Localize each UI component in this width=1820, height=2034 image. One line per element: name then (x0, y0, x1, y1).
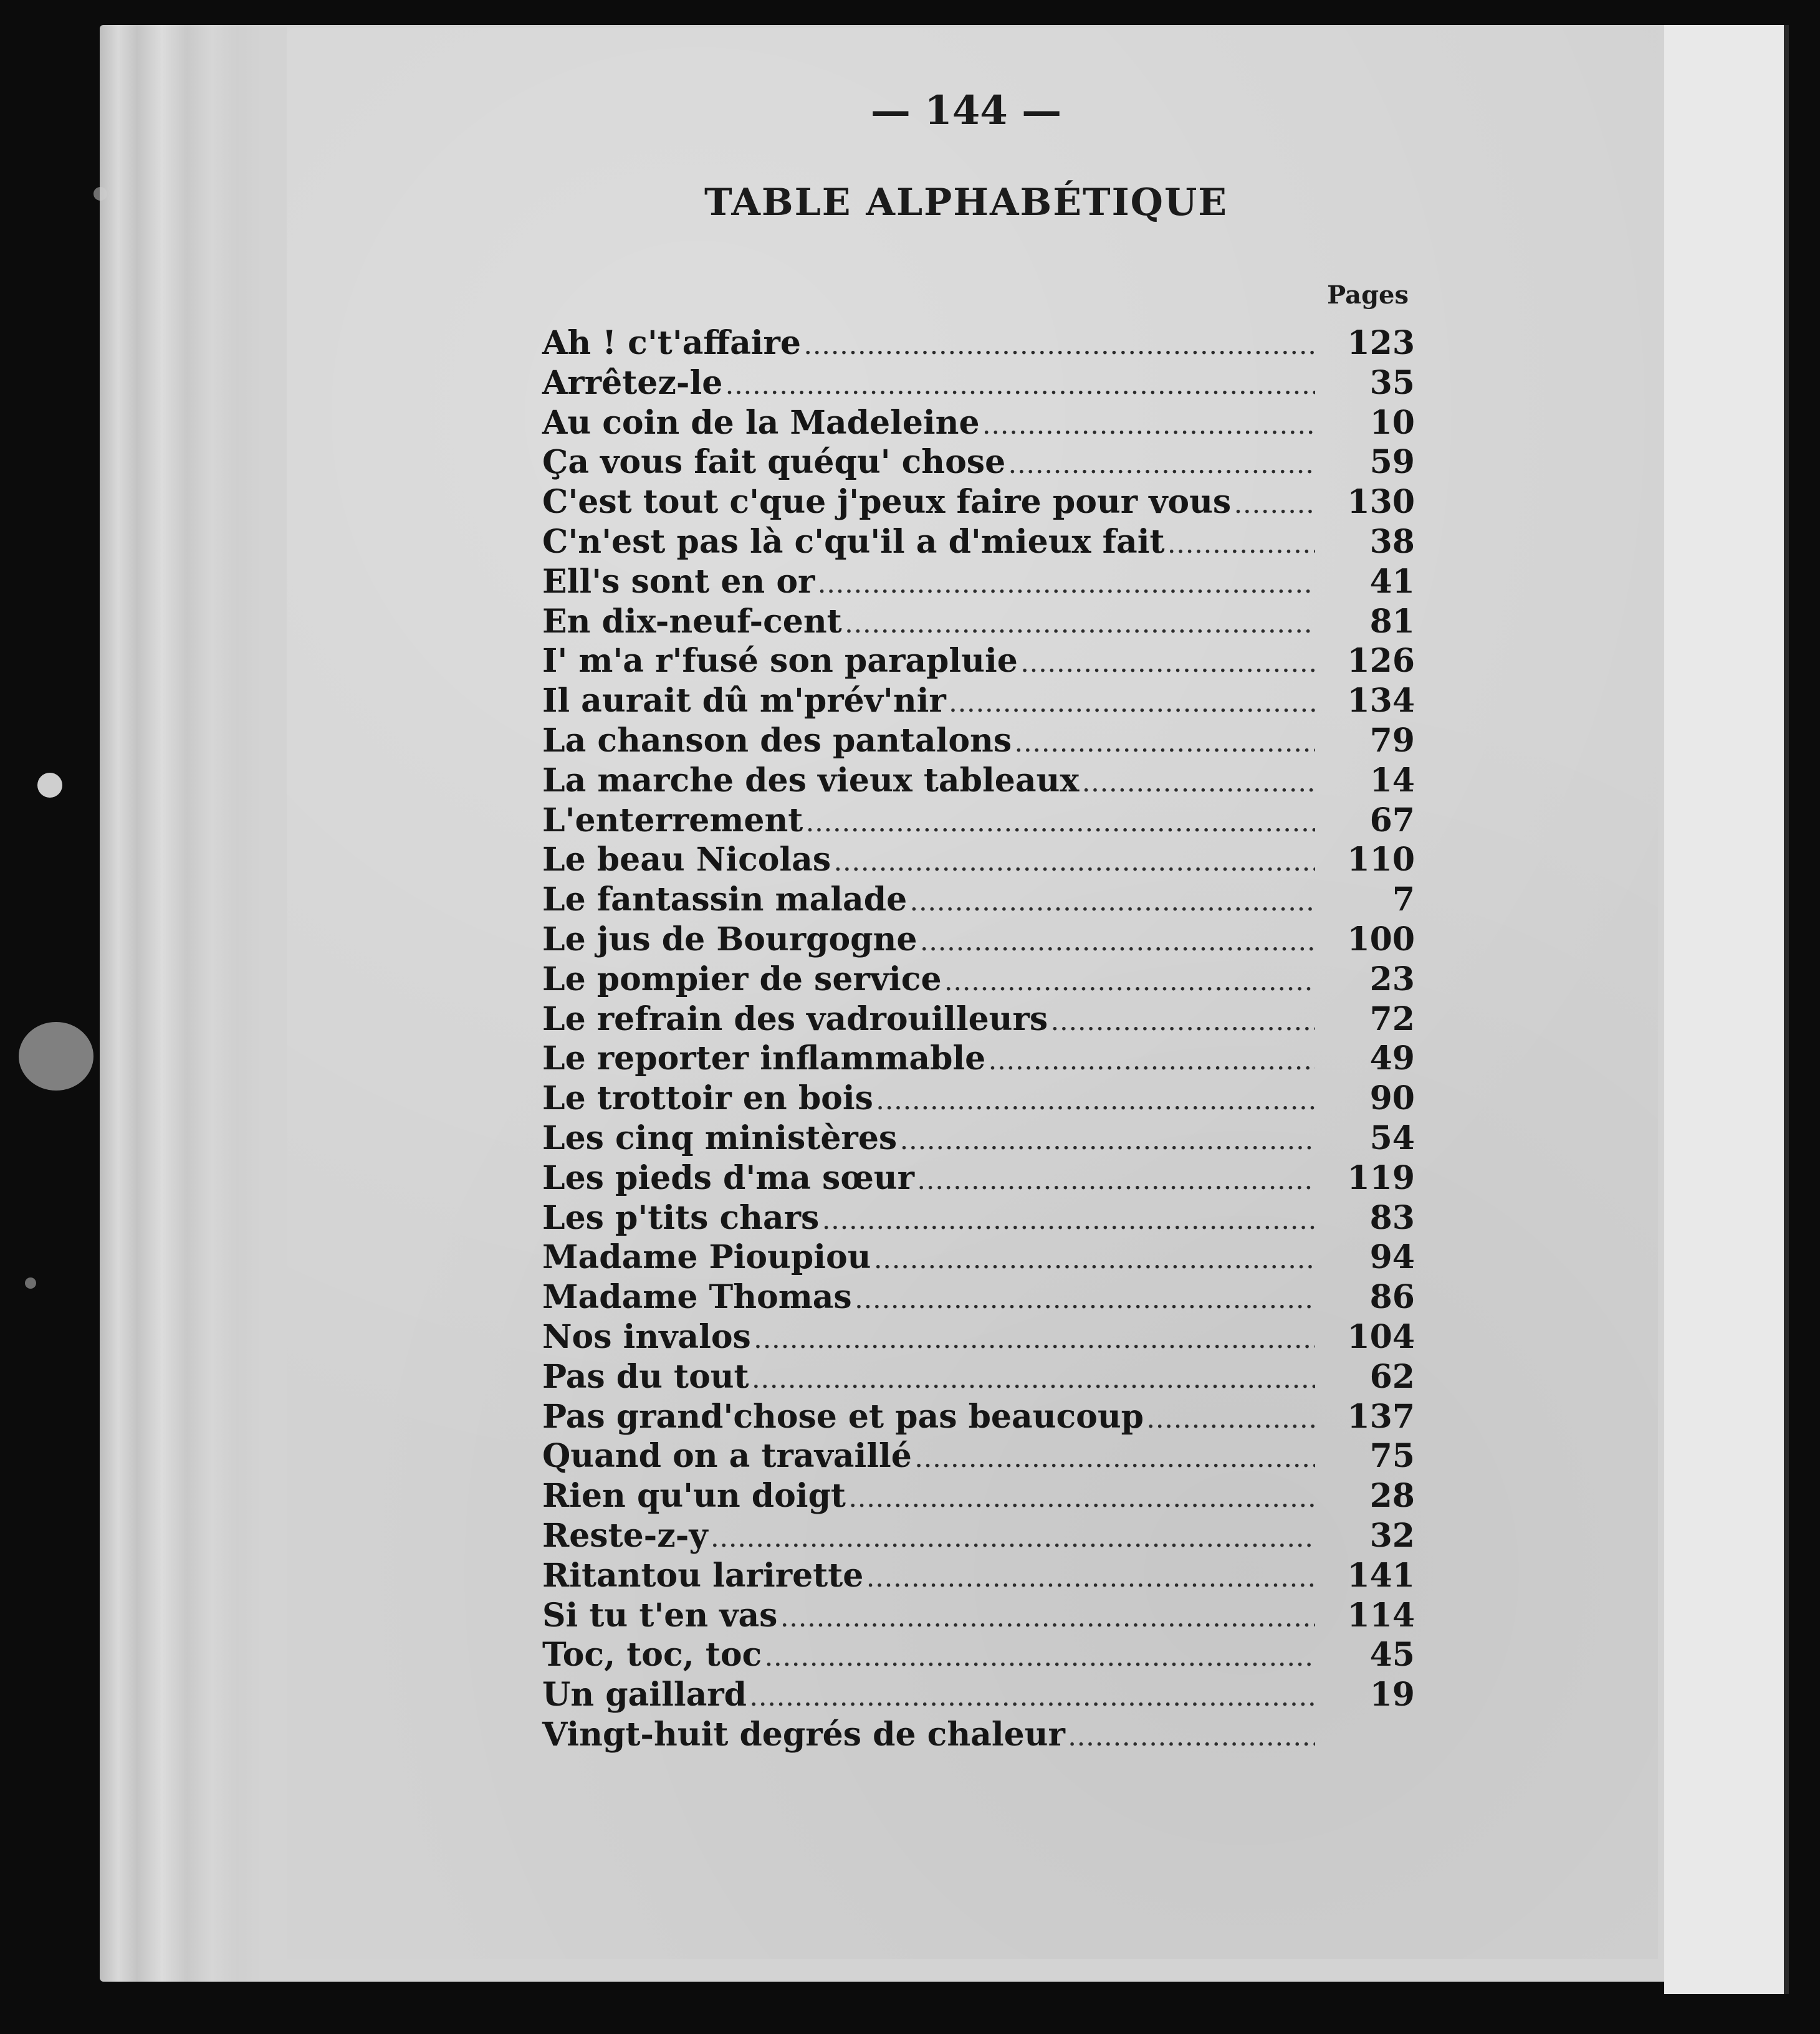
toc-entry (542, 642, 1415, 682)
toc-entry (542, 483, 1415, 523)
toc-entry-page: 14 (1369, 761, 1415, 800)
toc-entry-page: 141 (1347, 1556, 1415, 1595)
dot-leader (846, 616, 1315, 637)
toc-entry-title: Le beau Nicolas (542, 841, 831, 879)
dot-leader (918, 1172, 1315, 1194)
toc-entry-page: 134 (1347, 682, 1415, 720)
toc-entry-page: 137 (1347, 1397, 1415, 1436)
toc-entry-page: 41 (1369, 562, 1415, 601)
dust-speck (93, 187, 107, 201)
facing-page-edge (1664, 25, 1789, 1994)
toc-entry-title: Ça vous fait quéqu' chose (542, 443, 1006, 482)
dot-leader (1069, 1729, 1315, 1750)
dot-leader (877, 1092, 1315, 1114)
toc-entry-title: Le fantassin malade (542, 881, 908, 919)
toc-entry-title: Arrêtez-le (542, 363, 723, 402)
toc-entry (542, 682, 1415, 722)
toc-entry (542, 1398, 1415, 1438)
toc-entry (542, 881, 1415, 920)
page-title: TABLE ALPHABÉTIQUE (704, 181, 1228, 224)
toc-entry-title: Vingt-huit degrés de chaleur (542, 1715, 1065, 1754)
toc-entry-page: 45 (1369, 1636, 1415, 1674)
toc-entry-title: Ritantou larirette (542, 1556, 864, 1595)
toc-entry-title: Reste-z-y (542, 1516, 708, 1555)
toc-entry-title: L'enterrement (542, 801, 803, 839)
toc-entry (542, 1318, 1415, 1358)
toc-entry-page: 49 (1369, 1039, 1415, 1078)
toc-entry-title: Si tu t'en vas (542, 1596, 778, 1635)
toc-entry-title: Les pieds d'ma sœur (542, 1158, 914, 1197)
toc-entry-page: 90 (1369, 1079, 1415, 1118)
dot-leader (911, 894, 1315, 915)
toc-entry (542, 443, 1415, 483)
toc-entry (542, 563, 1415, 603)
toc-entry-title: Toc, toc, toc (542, 1636, 762, 1674)
toc-entry (542, 1676, 1415, 1716)
toc-entry-page: 62 (1369, 1357, 1415, 1396)
toc-entry-page: 54 (1369, 1119, 1415, 1157)
dot-leader (867, 1570, 1315, 1592)
toc-entry-title: Le jus de Bourgogne (542, 920, 917, 958)
toc-entry (542, 722, 1415, 762)
dot-leader (712, 1530, 1315, 1552)
toc-entry-page: 94 (1369, 1238, 1415, 1277)
toc-entry-page: 38 (1369, 522, 1415, 561)
toc-entry (542, 801, 1415, 841)
toc-entry (542, 324, 1415, 364)
toc-entry (542, 1238, 1415, 1278)
pages-column-header: Pages (1327, 280, 1409, 310)
toc-entry-title: En dix-neuf-cent (542, 602, 842, 641)
toc-entry (542, 1716, 1415, 1755)
toc-entry-title: Madame Thomas (542, 1278, 852, 1317)
dot-leader (726, 377, 1315, 399)
dot-leader (1235, 496, 1315, 518)
dot-leader (1009, 456, 1315, 478)
toc-entry-title: Il aurait dû m'prév'nir (542, 682, 946, 720)
toc-entry-page: 28 (1369, 1477, 1415, 1516)
dot-leader (874, 1251, 1315, 1273)
toc-entry-page: 81 (1369, 602, 1415, 641)
toc-entry (542, 1159, 1415, 1199)
dot-leader (765, 1649, 1315, 1671)
dot-leader (1147, 1411, 1315, 1433)
toc-entry-page: 75 (1369, 1437, 1415, 1476)
toc-entry (542, 920, 1415, 960)
toc-entry (542, 1557, 1415, 1597)
toc-entry-page: 19 (1369, 1676, 1415, 1714)
toc-entry-page: 59 (1369, 443, 1415, 482)
toc-entry-page: 7 (1392, 881, 1415, 919)
toc-entry-title: Les p'tits chars (542, 1198, 820, 1237)
toc-entry (542, 1039, 1415, 1079)
dust-speck (37, 773, 62, 798)
toc-entry (542, 1358, 1415, 1398)
dot-leader (1051, 1013, 1315, 1035)
toc-entry-title: Ah ! c't'affaire (542, 324, 802, 362)
toc-entry-page: 123 (1347, 324, 1415, 362)
toc-entry (542, 1079, 1415, 1119)
toc-entry (542, 1517, 1415, 1557)
toc-entry-title: Le refrain des vadrouilleurs (542, 1000, 1048, 1038)
dot-leader (781, 1610, 1315, 1631)
toc-entry (542, 364, 1415, 404)
toc-entry (542, 1119, 1415, 1159)
toc-entry-title: Rien qu'un doigt (542, 1477, 846, 1516)
dust-speck (25, 1277, 36, 1289)
toc-entry-title: Pas grand'chose et pas beaucoup (542, 1397, 1144, 1436)
toc-entry-page: 72 (1369, 1000, 1415, 1038)
dot-leader (1168, 536, 1315, 558)
dot-leader (950, 695, 1315, 717)
toc-entry-page: 67 (1369, 801, 1415, 839)
dot-leader (755, 1331, 1315, 1353)
toc-entry-title: Au coin de la Madeleine (542, 403, 980, 442)
dot-leader (901, 1132, 1315, 1154)
toc-entry (542, 523, 1415, 563)
toc-entry (542, 841, 1415, 881)
toc-entry-page: 104 (1347, 1317, 1415, 1356)
toc-entry (542, 960, 1415, 1000)
toc-entry (542, 404, 1415, 444)
dot-leader (805, 337, 1315, 359)
toc-entry-page: 130 (1347, 483, 1415, 522)
dot-leader (856, 1291, 1315, 1313)
toc-entry-page: 126 (1347, 642, 1415, 680)
toc-entry (542, 1636, 1415, 1676)
gutter-line (1784, 25, 1789, 1994)
dot-leader (850, 1490, 1315, 1512)
page-number: — 144 — (870, 87, 1062, 134)
dot-leader (1022, 655, 1315, 677)
dot-leader (807, 814, 1315, 836)
toc-entry-page: 23 (1369, 960, 1415, 998)
toc-entry-page: 10 (1369, 403, 1415, 442)
dot-leader (916, 1450, 1315, 1472)
toc-entry-page: 119 (1347, 1158, 1415, 1197)
toc-entry (542, 1000, 1415, 1040)
dot-leader (946, 973, 1315, 995)
dot-leader (818, 576, 1315, 598)
toc-entry-page: 114 (1347, 1596, 1415, 1635)
toc-entry-title: C'est tout c'que j'peux faire pour vous (542, 483, 1232, 522)
dot-leader (1015, 735, 1315, 757)
dot-leader (750, 1689, 1315, 1711)
toc-entry (542, 603, 1415, 642)
dot-leader (823, 1212, 1315, 1234)
dot-leader (753, 1371, 1315, 1393)
dot-leader (984, 417, 1315, 439)
table-of-contents (542, 324, 1415, 1755)
toc-entry-title: La marche des vieux tableaux (542, 761, 1080, 800)
dot-leader (921, 933, 1315, 955)
toc-entry-title: Les cinq ministères (542, 1119, 898, 1157)
toc-entry-title: Pas du tout (542, 1357, 749, 1396)
toc-entry-title: Ell's sont en or (542, 562, 815, 601)
toc-entry (542, 1477, 1415, 1517)
dot-leader (989, 1053, 1315, 1074)
toc-entry (542, 1199, 1415, 1239)
toc-entry-page: 79 (1369, 721, 1415, 760)
toc-entry-title: Le reporter inflammable (542, 1039, 986, 1078)
toc-entry (542, 1597, 1415, 1636)
toc-entry-page: 35 (1369, 363, 1415, 402)
toc-entry-title: Nos invalos (542, 1317, 751, 1356)
toc-entry-title: La chanson des pantalons (542, 721, 1012, 760)
toc-entry (542, 1437, 1415, 1477)
toc-entry-title: C'n'est pas là c'qu'il a d'mieux fait (542, 522, 1165, 561)
dust-speck (19, 1022, 93, 1091)
toc-entry-page: 83 (1369, 1198, 1415, 1237)
toc-entry-page: 110 (1347, 841, 1415, 879)
toc-entry (542, 1278, 1415, 1318)
toc-entry-title: Madame Pioupiou (542, 1238, 871, 1277)
toc-entry-title: Le trottoir en bois (542, 1079, 873, 1118)
toc-entry-page: 32 (1369, 1516, 1415, 1555)
toc-entry-title: I' m'a r'fusé son parapluie (542, 642, 1018, 680)
dot-leader (835, 854, 1315, 876)
toc-entry-page: 100 (1347, 920, 1415, 958)
toc-entry-title: Le pompier de service (542, 960, 942, 998)
toc-entry-title: Quand on a travaillé (542, 1437, 912, 1476)
toc-entry (542, 762, 1415, 801)
toc-entry-page: 86 (1369, 1278, 1415, 1317)
toc-entry-title: Un gaillard (542, 1676, 747, 1714)
dot-leader (1083, 775, 1315, 796)
